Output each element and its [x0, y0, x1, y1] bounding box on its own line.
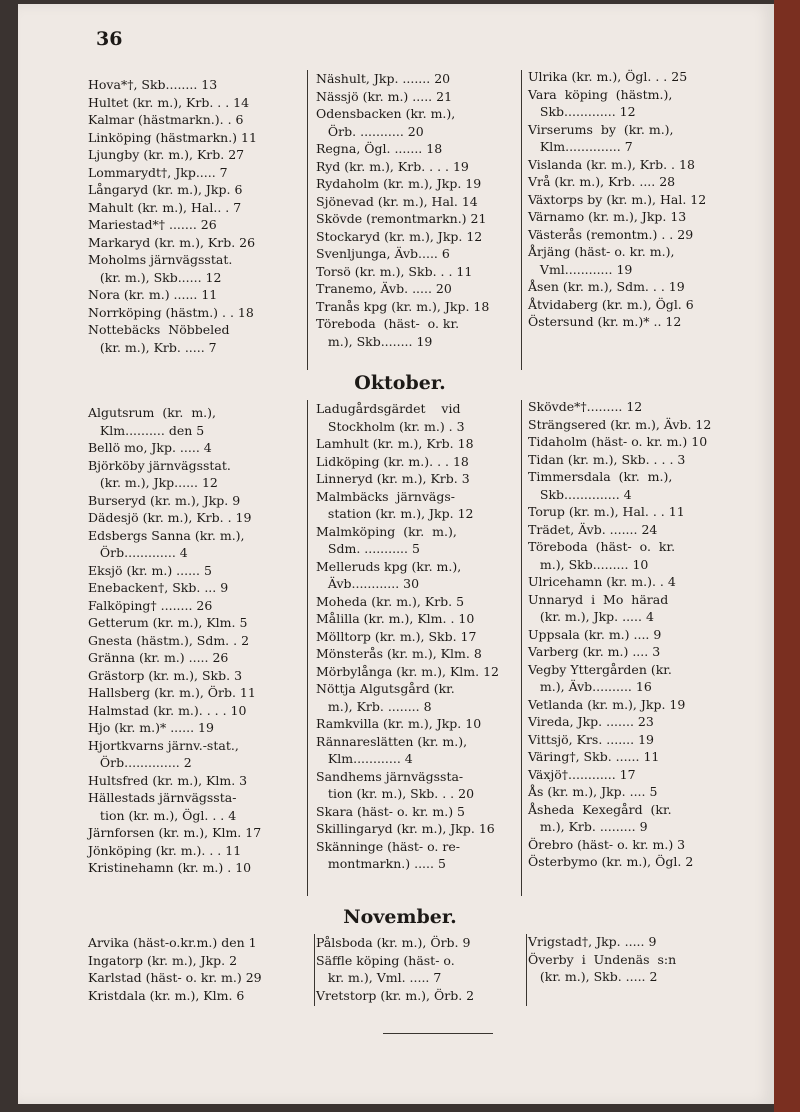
entry-line: Örebro (häst- o. kr. m.) 3: [528, 836, 686, 852]
entry-line: Skövde*†......... 12: [528, 399, 643, 414]
entry-line: Ladugårdsgärdet vid: [316, 401, 461, 416]
entry-line: Torup (kr. m.), Hal. . . 11: [528, 504, 685, 519]
entry-line: Sdm. ........... 5: [316, 541, 420, 556]
entry-line: Ävb............ 30: [316, 576, 420, 591]
entry-line: Skövde (remontmarkn.) 21: [316, 211, 487, 226]
entry-line: Odensbacken (kr. m.),: [316, 106, 456, 121]
entry-line: Strängsered (kr. m.), Ävb. 12: [528, 416, 712, 432]
entry-line: Vrigstad†, Jkp. ..... 9: [528, 934, 657, 949]
entry-line: Karlstad (häst- o. kr. m.) 29: [88, 970, 262, 985]
entry-line: Moholms järnvägsstat.: [88, 252, 233, 267]
entry-line: Ljungby (kr. m.), Krb. 27: [88, 147, 245, 162]
column-3: [528, 398, 736, 871]
column-3: [528, 68, 736, 331]
entry-line: Vislanda (kr. m.), Krb. . 18: [528, 156, 695, 172]
page-number: 36: [96, 28, 123, 50]
column-divider: [521, 70, 522, 370]
entry-line: Hova*†, Skb........ 13: [88, 77, 218, 92]
entry-line: Dädesjö (kr. m.), Krb. . 19: [88, 510, 252, 525]
entry-line: Västerås (remontm.) . . 29: [528, 226, 694, 242]
entry-line: Melleruds kpg (kr. m.),: [316, 558, 462, 574]
entry-line: Malmköping (kr. m.),: [316, 523, 457, 539]
entry-line: Torsö (kr. m.), Skb. . . 11: [316, 263, 473, 279]
entry-line: Skillingaryd (kr. m.), Jkp. 16: [316, 821, 495, 836]
entry-line: Väring†, Skb. ...... 11: [528, 749, 660, 764]
column-1: [88, 404, 302, 877]
entry-line: Östersund (kr. m.)* .. 12: [528, 314, 682, 329]
entry-line: Nottebäcks Nöbbeled: [88, 322, 230, 337]
entry-line: (kr. m.), Skb...... 12: [88, 269, 222, 285]
entry-line: Ås (kr. m.), Jkp. .... 5: [528, 784, 658, 799]
entry-line: Örb. ........... 20: [316, 123, 424, 139]
entry-line: Tidaholm (häst- o. kr. m.) 10: [528, 434, 708, 449]
entry-line: Sjönevad (kr. m.), Hal. 14: [316, 193, 478, 209]
entry-line: Vegby Yttergården (kr.: [528, 661, 672, 677]
entry-line: Jönköping (kr. m.). . . 11: [88, 842, 242, 858]
end-rule: [383, 1033, 493, 1034]
entry-line: Ingatorp (kr. m.), Jkp. 2: [88, 952, 238, 968]
entry-line: Mahult (kr. m.), Hal.. . 7: [88, 199, 242, 215]
entry-line: Hällestads järnvägssta-: [88, 790, 237, 805]
entry-line: Vml............ 19: [528, 261, 633, 277]
entry-line: Enebacken†, Skb. ... 9: [88, 580, 229, 595]
entry-line: Virserums by (kr. m.),: [528, 121, 674, 137]
entry-line: Rydaholm (kr. m.), Jkp. 19: [316, 176, 482, 191]
entry-line: Arvika (häst-o.kr.m.) den 1: [88, 935, 257, 950]
entry-line: Årjäng (häst- o. kr. m.),: [528, 244, 675, 259]
entry-line: Markaryd (kr. m.), Krb. 26: [88, 234, 256, 250]
entry-line: Hjo (kr. m.)* ...... 19: [88, 720, 214, 735]
entry-line: Växtorps by (kr. m.), Hal. 12: [528, 191, 707, 207]
entry-line: Hallsberg (kr. m.), Örb. 11: [88, 685, 256, 700]
entry-line: Bellö mo, Jkp. ..... 4: [88, 440, 212, 455]
entry-line: Ramkvilla (kr. m.), Jkp. 10: [316, 716, 482, 731]
entry-line: Mariestad*† ....... 26: [88, 217, 217, 232]
entry-line: Vretstorp (kr. m.), Örb. 2: [316, 987, 475, 1003]
entry-line: Varberg (kr. m.) .... 3: [528, 644, 661, 659]
entry-line: Lamhult (kr. m.), Krb. 18: [316, 436, 474, 451]
month-heading-november: November.: [343, 906, 457, 928]
entry-line: (kr. m.), Jkp...... 12: [88, 475, 218, 490]
entry-line: Kalmar (hästmarkn.). . 6: [88, 112, 244, 127]
entry-line: Töreboda (häst- o. kr.: [528, 539, 676, 554]
entry-line: Nässjö (kr. m.) ..... 21: [316, 88, 453, 104]
entry-line: Örb.............. 2: [88, 755, 192, 770]
entry-line: Getterum (kr. m.), Klm. 5: [88, 615, 248, 630]
entry-line: Åsen (kr. m.), Sdm. . . 19: [528, 279, 685, 294]
entry-line: Tranemo, Ävb. ..... 20: [316, 281, 452, 296]
entry-line: Nora (kr. m.) ...... 11: [88, 287, 218, 302]
entry-line: Långaryd (kr. m.), Jkp. 6: [88, 182, 243, 197]
entry-line: Klm............ 4: [316, 751, 413, 766]
entry-line: Gnesta (hästm.), Sdm. . 2: [88, 632, 250, 648]
book-edge: [774, 0, 800, 1112]
entry-line: Algutsrum (kr. m.),: [88, 405, 216, 420]
entry-line: Lidköping (kr. m.). . . 18: [316, 453, 469, 469]
entry-line: Värnamo (kr. m.), Jkp. 13: [528, 209, 687, 224]
entry-line: kr. m.), Vml. ..... 7: [316, 970, 442, 985]
column-3: [528, 933, 736, 986]
entry-line: Malmbäcks järnvägs-: [316, 488, 456, 504]
entry-line: Vrå (kr. m.), Krb. .... 28: [528, 174, 676, 189]
entry-line: Ryd (kr. m.), Krb. . . . 19: [316, 158, 469, 174]
entry-line: Linneryd (kr. m.), Krb. 3: [316, 471, 470, 486]
entry-line: Mönsterås (kr. m.), Klm. 8: [316, 646, 482, 661]
entry-line: Timmersdala (kr. m.),: [528, 469, 673, 484]
entry-line: Sandhems järnvägssta-: [316, 768, 464, 784]
entry-line: Säffle köping (häst- o.: [316, 952, 455, 968]
entry-line: Björköby järnvägsstat.: [88, 457, 231, 473]
entry-line: Ulricehamn (kr. m.). . 4: [528, 574, 676, 589]
entry-line: (kr. m.), Jkp. ..... 4: [528, 609, 654, 624]
entry-line: Moheda (kr. m.), Krb. 5: [316, 593, 465, 609]
entry-line: Åsheda Kexegård (kr.: [528, 801, 672, 817]
entry-line: Skb............. 12: [528, 104, 636, 119]
entry-line: Lommarydt†, Jkp..... 7: [88, 164, 228, 180]
entry-line: Töreboda (häst- o. kr.: [316, 316, 460, 331]
entry-line: Stockholm (kr. m.) . 3: [316, 418, 465, 434]
entry-line: Klm.......... den 5: [88, 422, 205, 438]
entry-line: Hjortkvarns järnv.-stat.,: [88, 737, 239, 753]
column-2: [316, 400, 514, 873]
entry-line: Mörbylånga (kr. m.), Klm. 12: [316, 663, 499, 679]
entry-line: Vara köping (hästm.),: [528, 86, 673, 102]
entry-line: Edsbergs Sanna (kr. m.),: [88, 527, 245, 543]
entry-line: Skb.............. 4: [528, 486, 632, 502]
column-1: [88, 76, 302, 356]
entry-line: Klm.............. 7: [528, 139, 633, 154]
entry-line: m.), Skb........ 19: [316, 333, 433, 349]
entry-line: Burseryd (kr. m.), Jkp. 9: [88, 492, 241, 508]
entry-line: Skara (häst- o. kr. m.) 5: [316, 803, 466, 819]
entry-line: Målilla (kr. m.), Klm. . 10: [316, 611, 475, 626]
month-heading-october: Oktober.: [354, 372, 446, 394]
entry-line: Grästorp (kr. m.), Skb. 3: [88, 667, 243, 683]
entry-line: Näshult, Jkp. ....... 20: [316, 71, 451, 86]
entry-line: Nöttja Algutsgård (kr.: [316, 681, 455, 696]
entry-line: Hultet (kr. m.), Krb. . . 14: [88, 94, 250, 110]
entry-line: Hultsfred (kr. m.), Klm. 3: [88, 772, 248, 788]
entry-line: Uppsala (kr. m.) .... 9: [528, 626, 662, 642]
entry-line: Järnforsen (kr. m.), Klm. 17: [88, 825, 262, 840]
entry-line: Unnaryd i Mo härad: [528, 591, 669, 607]
entry-line: Kristdala (kr. m.), Klm. 6: [88, 987, 245, 1003]
entry-line: Örb............. 4: [88, 545, 188, 560]
entry-line: tion (kr. m.), Ögl. . . 4: [88, 807, 237, 823]
entry-line: Gränna (kr. m.) ..... 26: [88, 650, 229, 665]
entry-line: Vetlanda (kr. m.), Jkp. 19: [528, 696, 686, 712]
entry-line: (kr. m.), Krb. ..... 7: [88, 339, 217, 355]
entry-line: Mölltorp (kr. m.), Skb. 17: [316, 628, 477, 644]
entry-line: Halmstad (kr. m.). . . . 10: [88, 702, 247, 718]
entry-line: (kr. m.), Skb. ..... 2: [528, 969, 658, 984]
entry-line: Rännareslätten (kr. m.),: [316, 733, 468, 749]
column-divider: [307, 70, 308, 370]
entry-line: Norrköping (hästm.) . . 18: [88, 304, 254, 320]
column-divider: [521, 400, 522, 896]
entry-line: Linköping (hästmarkn.) 11: [88, 129, 257, 145]
entry-line: tion (kr. m.), Skb. . . 20: [316, 786, 475, 801]
entry-line: station (kr. m.), Jkp. 12: [316, 506, 474, 521]
entry-line: m.), Krb. ......... 9: [528, 819, 648, 834]
column-divider: [307, 400, 308, 896]
column-2: [316, 70, 514, 350]
entry-line: Pålsboda (kr. m.), Örb. 9: [316, 935, 471, 950]
entry-line: Falköping† ........ 26: [88, 597, 213, 613]
column-2: [316, 934, 514, 1004]
entry-line: m.), Ävb.......... 16: [528, 679, 652, 694]
column-divider: [526, 934, 527, 1006]
entry-line: m.), Skb......... 10: [528, 556, 649, 572]
entry-line: Regna, Ögl. ....... 18: [316, 141, 443, 156]
entry-line: Vireda, Jkp. ....... 23: [528, 714, 654, 729]
entry-line: montmarkn.) ..... 5: [316, 856, 446, 871]
entry-line: Vittsjö, Krs. ....... 19: [528, 731, 654, 747]
column-1: [88, 934, 302, 1004]
entry-line: Växjö†............ 17: [528, 766, 636, 782]
entry-line: Skänninge (häst- o. re-: [316, 838, 460, 854]
entry-line: Kristinehamn (kr. m.) . 10: [88, 860, 252, 875]
entry-line: Trädet, Ävb. ....... 24: [528, 521, 658, 537]
column-divider: [314, 934, 315, 1006]
entry-line: Eksjö (kr. m.) ...... 5: [88, 562, 212, 578]
entry-line: Ulrika (kr. m.), Ögl. . . 25: [528, 69, 688, 84]
entry-line: Åtvidaberg (kr. m.), Ögl. 6: [528, 296, 694, 312]
entry-line: Österbymo (kr. m.), Ögl. 2: [528, 854, 694, 869]
entry-line: Tidan (kr. m.), Skb. . . . 3: [528, 451, 686, 467]
entry-line: Svenljunga, Ävb..... 6: [316, 246, 450, 261]
entry-line: Stockaryd (kr. m.), Jkp. 12: [316, 228, 483, 244]
entry-line: m.), Krb. ........ 8: [316, 698, 432, 714]
entry-line: Tranås kpg (kr. m.), Jkp. 18: [316, 298, 490, 314]
entry-line: Överby i Undenäs s:n: [528, 951, 677, 967]
